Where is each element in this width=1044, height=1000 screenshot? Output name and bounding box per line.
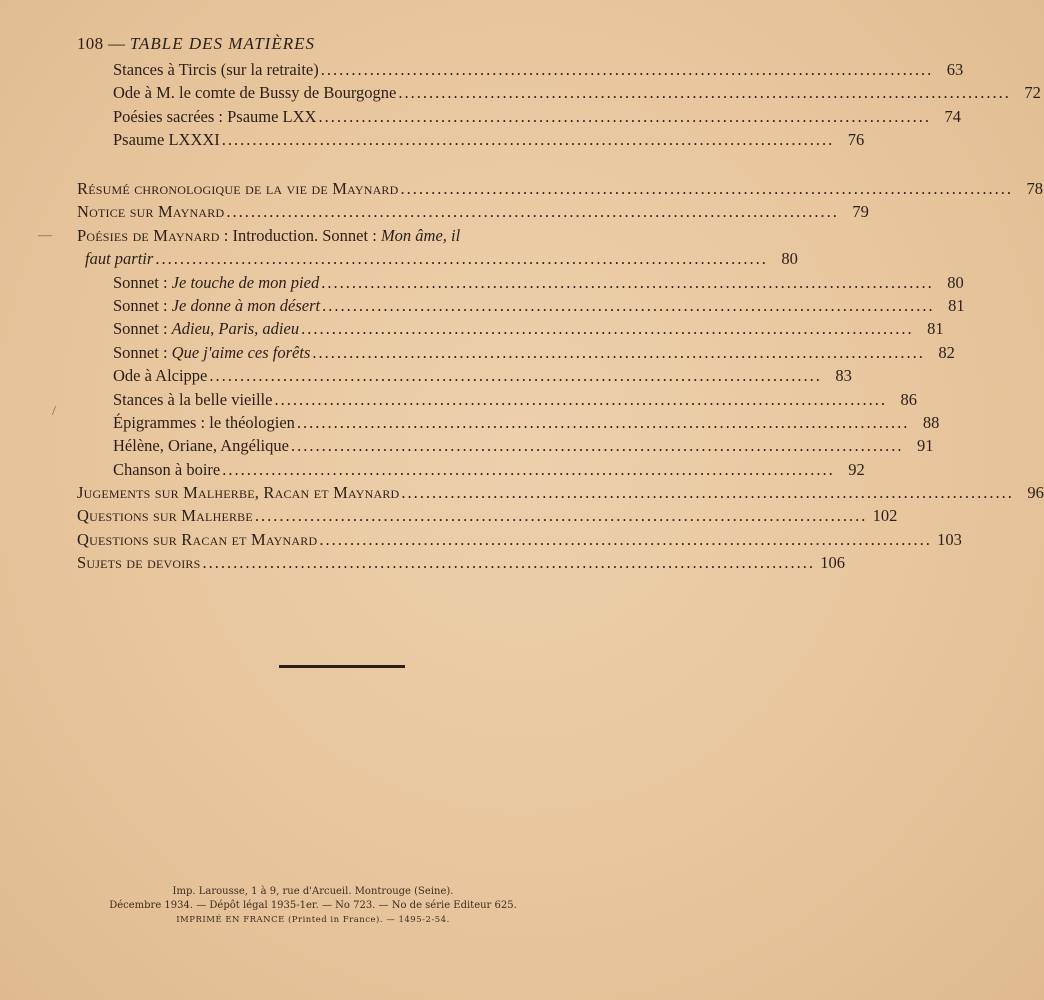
toc-page-number: 83	[835, 366, 852, 386]
toc-page-number: 81	[948, 295, 965, 315]
toc-page-number: 92	[848, 459, 865, 479]
toc-page-number: 76	[847, 130, 865, 150]
toc-entry-poem[interactable]: Ode à Alcippe .................................................................................................... 83	[77, 364, 599, 387]
leader-dots: ....................................................................................................	[322, 295, 935, 315]
toc-page-number: 106	[820, 553, 845, 573]
leader-dots: ....................................................................................................	[312, 342, 925, 362]
toc-entry-poem[interactable]: Hélène, Oriane, Angélique .................................................................................................... 91	[77, 434, 599, 457]
toc-entry-sujets[interactable]: Sujets de devoirs .................................................................................................... 106	[77, 551, 599, 574]
leader-dots: ....................................................................................................	[400, 179, 1014, 198]
toc-entry-poem[interactable]: Stances à la belle vieille .................................................................................................... 86	[77, 388, 599, 411]
toc-entry-jugements[interactable]: Jugements sur Malherbe, Racan et Maynard .................................................................................................... 96	[77, 481, 599, 504]
toc-entry-poem[interactable]: Sonnet : Je donne à mon désert .................................................................................................... 81	[77, 294, 599, 317]
toc-entry-poem[interactable]: Chanson à boire .................................................................................................... 92	[77, 458, 599, 481]
leader-dots: ....................................................................................................	[319, 529, 932, 549]
toc-page-number: 96	[1027, 483, 1044, 503]
leader-dots: ....................................................................................................	[155, 249, 768, 269]
toc-page-number: 78	[1026, 179, 1044, 198]
margin-pencil-mark: /	[52, 404, 56, 419]
toc-page-number: 88	[922, 412, 940, 432]
leader-dots: ....................................................................................................	[226, 202, 839, 222]
header-dash: —	[107, 34, 126, 53]
toc-page-number: 74	[944, 106, 961, 126]
toc-entry[interactable]: Poésies sacrées : Psaume LXX .................................................................................................... 74	[77, 105, 599, 128]
imprint-line-2: Décembre 1934. — Dépôt légal 1935-1er. — No 723. — No de série Editeur 625.	[109, 900, 517, 911]
leader-dots: ....................................................................................................	[254, 506, 868, 526]
page-number: 108	[77, 34, 104, 53]
leader-dots: ....................................................................................................	[318, 106, 931, 126]
toc-entry[interactable]: Stances à Tircis (sur la retraite) .................................................................................................... 63	[77, 58, 599, 81]
toc-entry-notice[interactable]: Notice sur Maynard .................................................................................................... 79	[77, 200, 599, 223]
toc-page-number: 63	[946, 60, 964, 79]
toc-page-number: 81	[927, 319, 944, 339]
toc-page-number: 80	[781, 249, 798, 269]
toc-entry[interactable]: Psaume LXXXI .................................................................................................... 76	[77, 128, 599, 151]
leader-dots: ....................................................................................................	[301, 319, 914, 339]
toc-entry-poesies-continued[interactable]: faut partir .................................................................................................... 80	[77, 247, 599, 270]
toc-page-number: 82	[938, 342, 955, 362]
toc-entry-resume[interactable]: Résumé chronologique de la vie de Maynard .................................................................................................... 78	[77, 177, 599, 200]
toc-page-number: 103	[937, 529, 962, 549]
toc-entry-poem[interactable]: Épigrammes : le théologien .................................................................................................... 88	[77, 411, 599, 434]
toc-entry-poem[interactable]: Sonnet : Que j'aime ces forêts .................................................................................................... 82	[77, 341, 599, 364]
toc-page-number: 91	[916, 436, 934, 456]
imprint-line-3: IMPRIMÉ EN FRANCE (Printed in France). — 1495-2-54.	[176, 915, 450, 925]
toc-section-top	[77, 58, 1041, 152]
margin-pencil-mark: —	[38, 228, 52, 243]
imprint-line-1: Imp. Larousse, 1 à 9, rue d'Arcueil. Montrouge (Seine).	[172, 886, 454, 897]
toc-section-main	[77, 177, 1044, 575]
leader-dots: ....................................................................................................	[222, 459, 835, 479]
toc-entry-questions-malherbe[interactable]: Questions sur Malherbe .................................................................................................... 102	[77, 504, 599, 527]
toc-entry-poem[interactable]: Sonnet : Je touche de mon pied .................................................................................................... 80	[77, 271, 599, 294]
leader-dots: ....................................................................................................	[290, 436, 904, 456]
header-title: TABLE DES MATIÈRES	[129, 34, 315, 53]
horizontal-rule	[279, 665, 405, 668]
toc-entry[interactable]: Ode à M. le comte de Bussy de Bourgogne .................................................................................................... 72	[77, 81, 599, 104]
leader-dots: ....................................................................................................	[401, 483, 1014, 503]
leader-dots: ....................................................................................................	[202, 553, 815, 573]
leader-dots: ....................................................................................................	[296, 412, 910, 432]
toc-entry-poesies[interactable]: Poésies de Maynard : Introduction. Sonnet : Mon âme, il	[77, 225, 461, 245]
leader-dots: ....................................................................................................	[209, 366, 822, 386]
toc-page-number: 72	[1024, 83, 1041, 103]
toc-page-number: 86	[900, 389, 917, 409]
leader-dots: ....................................................................................................	[398, 83, 1011, 103]
toc-page-number: 102	[872, 506, 898, 526]
leader-dots: ....................................................................................................	[221, 130, 835, 150]
running-header	[77, 34, 315, 54]
printer-imprint	[0, 885, 626, 927]
toc-entry-questions-racan[interactable]: Questions sur Racan et Maynard .................................................................................................... 103	[77, 528, 599, 551]
toc-entry-poem[interactable]: Sonnet : Adieu, Paris, adieu .................................................................................................... 81	[77, 317, 599, 340]
leader-dots: ....................................................................................................	[321, 272, 934, 292]
toc-page-number: 79	[852, 202, 869, 222]
toc-page-number: 80	[947, 272, 964, 292]
leader-dots: ....................................................................................................	[320, 60, 934, 79]
leader-dots: ....................................................................................................	[274, 389, 887, 409]
